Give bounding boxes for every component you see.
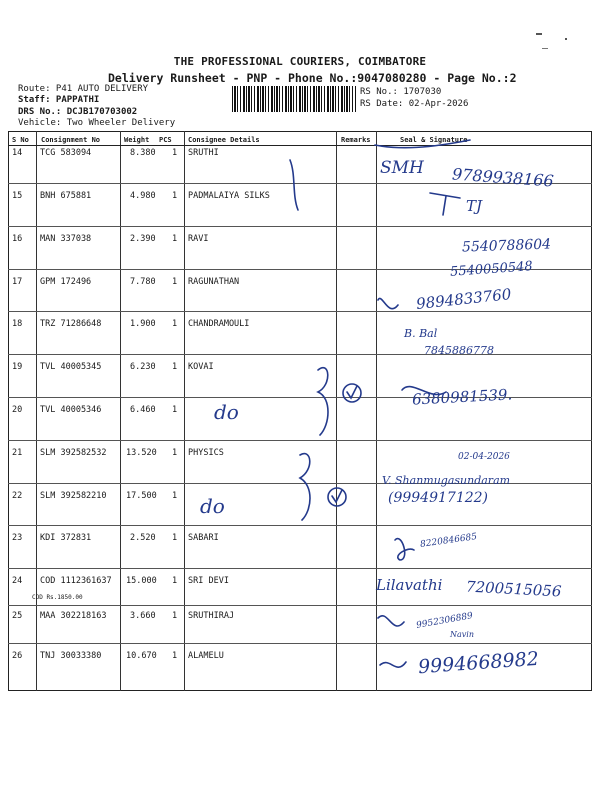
tick-circle bbox=[328, 488, 346, 506]
row-pcs: 1 bbox=[172, 576, 178, 586]
row-consignee: KOVAI bbox=[188, 362, 214, 372]
rs-date: RS Date: 02-Apr-2026 bbox=[360, 99, 469, 109]
row-sno: 20 bbox=[12, 405, 23, 415]
row-weight: 6.230 bbox=[130, 362, 156, 372]
hw-phone: 9952306889 bbox=[415, 611, 474, 631]
rs-number: RS No.: 1707030 bbox=[360, 87, 442, 97]
row-pcs: 1 bbox=[172, 651, 178, 661]
row-consignee: RAGUNATHAN bbox=[188, 277, 240, 287]
hw-phone: 6380981539. bbox=[411, 385, 513, 409]
row-sno: 14 bbox=[12, 148, 23, 158]
hw-phone: (9994917122) bbox=[388, 490, 488, 506]
hw-signature: SMH bbox=[380, 158, 424, 178]
hw-name: Lilavathi bbox=[376, 576, 443, 594]
hw-ditto: do bbox=[214, 400, 239, 424]
row-consignment: TVL 40005346 bbox=[40, 405, 102, 415]
row-consignment: COD 1112361637 bbox=[40, 576, 112, 586]
row-consignment: SLM 392582532 bbox=[40, 448, 107, 458]
row-sno: 24 bbox=[12, 576, 23, 586]
row-sno: 22 bbox=[12, 491, 23, 501]
signature-scribble bbox=[378, 298, 398, 308]
row-sno: 19 bbox=[12, 362, 23, 372]
pen-stroke bbox=[290, 160, 298, 210]
row-consignment: TCG 583094 bbox=[40, 148, 92, 158]
company-title: THE PROFESSIONAL COURIERS, COIMBATORE bbox=[173, 55, 427, 68]
row-consignee: CHANDRAMOULI bbox=[188, 319, 250, 329]
col-header-sno: S No bbox=[12, 136, 29, 144]
staff-label: Staff: PAPPATHI bbox=[18, 95, 100, 105]
hw-date: 02-04-2026 bbox=[458, 452, 510, 462]
row-pcs: 1 bbox=[172, 405, 178, 415]
row-weight: 6.460 bbox=[130, 405, 156, 415]
row-weight: 1.900 bbox=[130, 319, 156, 329]
row-consignee: ALAMELU bbox=[188, 651, 224, 661]
row-pcs: 1 bbox=[172, 148, 178, 158]
row-pcs: 1 bbox=[172, 319, 178, 329]
row-weight: 7.780 bbox=[130, 277, 156, 287]
hw-signature: TJ bbox=[466, 197, 483, 215]
row-sno: 18 bbox=[12, 319, 23, 329]
tick-mark bbox=[347, 386, 357, 398]
row-pcs: 1 bbox=[172, 611, 178, 621]
row-pcs: 1 bbox=[172, 491, 178, 501]
row-pcs: 1 bbox=[172, 277, 178, 287]
row-sno: 17 bbox=[12, 277, 23, 287]
signature-scribble bbox=[395, 539, 414, 560]
col-header-pcs: PCS bbox=[159, 136, 172, 144]
hw-phone: 7845886778 bbox=[424, 344, 494, 357]
signature-scribble bbox=[430, 193, 460, 215]
hw-phone: 9789938166 bbox=[451, 164, 555, 191]
col-header-weight: Weight bbox=[124, 136, 150, 144]
vehicle-label: Vehicle: Two Wheeler Delivery bbox=[18, 118, 176, 128]
row-weight: 3.660 bbox=[130, 611, 156, 621]
row-consignee: SRUTHIRAJ bbox=[188, 611, 235, 621]
row-weight: 15.000 bbox=[126, 576, 157, 586]
hw-ditto: do bbox=[200, 494, 225, 518]
row-sno: 15 bbox=[12, 191, 23, 201]
hw-phone: 9894833760 bbox=[415, 285, 513, 313]
hw-name: V. Shanmugasundaram bbox=[382, 474, 511, 487]
row-sno: 25 bbox=[12, 611, 23, 621]
row-consignee: SRI DEVI bbox=[188, 576, 229, 586]
row-weight: 10.670 bbox=[126, 651, 157, 661]
row-sno: 21 bbox=[12, 448, 23, 458]
hw-name: B. Bal bbox=[404, 327, 438, 340]
row-consignee: SRUTHI bbox=[188, 148, 219, 158]
row-pcs: 1 bbox=[172, 362, 178, 372]
row-weight: 13.520 bbox=[126, 448, 157, 458]
row-consignment: KDI 372831 bbox=[40, 533, 92, 543]
row-weight: 2.520 bbox=[130, 533, 156, 543]
drs-label: DRS No.: DCJB170703002 bbox=[18, 107, 138, 117]
col-header-consignment: Consignment No bbox=[41, 136, 101, 144]
row-weight: 17.500 bbox=[126, 491, 157, 501]
row-pcs: 1 bbox=[172, 191, 178, 201]
hw-note: Navin bbox=[450, 630, 474, 639]
row-consignment: MAA 302218163 bbox=[40, 611, 107, 621]
row-weight: 2.390 bbox=[130, 234, 156, 244]
brace-mark bbox=[300, 454, 310, 520]
hw-phone: 9994668982 bbox=[417, 647, 540, 679]
signature-scribble bbox=[378, 616, 404, 626]
row-consignment: MAN 337038 bbox=[40, 234, 92, 244]
route-label: Route: P41 AUTO DELIVERY bbox=[18, 84, 149, 94]
row-pcs: 1 bbox=[172, 234, 178, 244]
row-consignment: SLM 392582210 bbox=[40, 491, 107, 501]
hw-phone: 5540050548 bbox=[449, 259, 534, 280]
cod-amount: COD Rs.1850.00 bbox=[32, 594, 83, 601]
col-header-remarks: Remarks bbox=[341, 136, 371, 144]
row-consignee: PHYSICS bbox=[188, 448, 224, 458]
pen-stroke bbox=[375, 140, 470, 148]
row-pcs: 1 bbox=[172, 448, 178, 458]
row-consignment: TVL 40005345 bbox=[40, 362, 102, 372]
row-consignee: SABARI bbox=[188, 533, 219, 543]
col-header-consignee: Consignee Details bbox=[188, 136, 260, 144]
row-consignment: TRZ 71286648 bbox=[40, 319, 102, 329]
row-consignment: TNJ 30033380 bbox=[40, 651, 102, 661]
row-consignee: PADMALAIYA SILKS bbox=[188, 191, 270, 201]
row-consignee: RAVI bbox=[188, 234, 209, 244]
row-sno: 26 bbox=[12, 651, 23, 661]
row-pcs: 1 bbox=[172, 533, 178, 543]
row-consignment: GPM 172496 bbox=[40, 277, 92, 287]
row-consignment: BNH 675881 bbox=[40, 191, 92, 201]
signature-scribble bbox=[380, 662, 406, 667]
hw-phone: 8220846685 bbox=[419, 532, 478, 550]
hw-phone: 5540788604 bbox=[461, 236, 552, 256]
tick-mark bbox=[332, 490, 342, 502]
hw-phone: 7200515056 bbox=[465, 577, 562, 601]
tick-circle bbox=[343, 384, 361, 402]
row-weight: 8.380 bbox=[130, 148, 156, 158]
row-sno: 16 bbox=[12, 234, 23, 244]
col-header-seal: Seal & Signature bbox=[400, 136, 468, 144]
brace-mark bbox=[318, 368, 328, 435]
row-sno: 23 bbox=[12, 533, 23, 543]
row-weight: 4.980 bbox=[130, 191, 156, 201]
runsheet-subtitle: Delivery Runsheet - PNP - Phone No.:9047080280 - Page No.:2 bbox=[108, 71, 517, 85]
